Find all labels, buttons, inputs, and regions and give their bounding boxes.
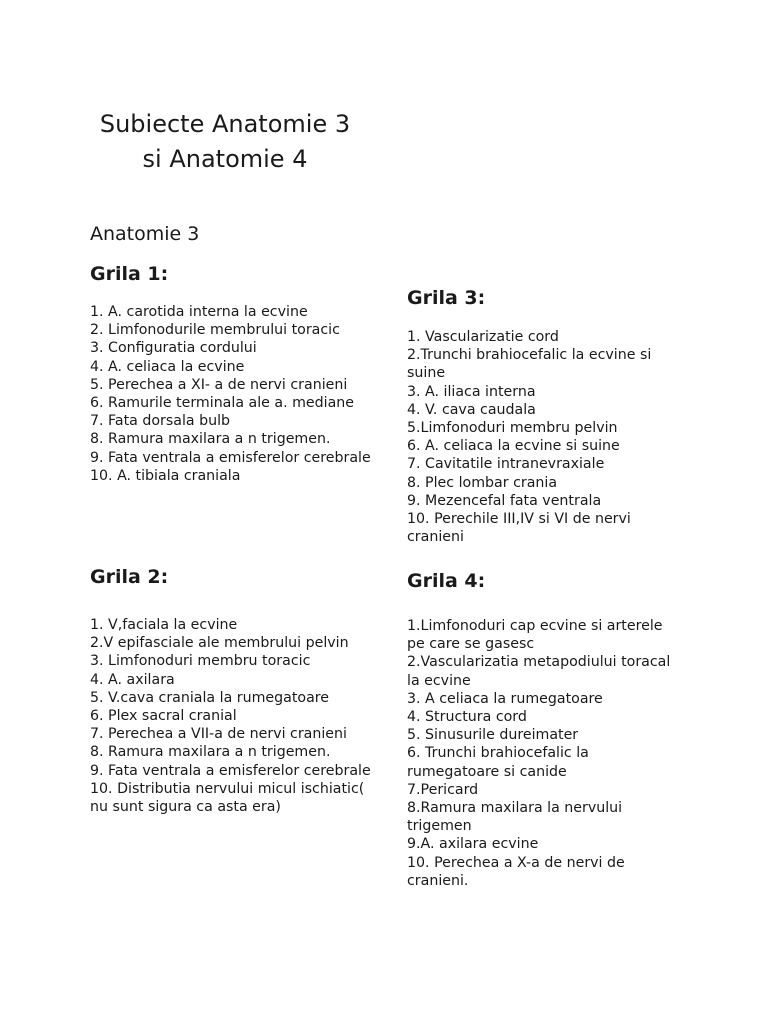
list-item: 7. Fata dorsala bulb [90,413,231,430]
list-item: 10. Distributia nervului micul ischiatic( nu sunt sigura ca asta era) [90,780,365,816]
list-item: 1. Vascularizatie cord [407,329,559,345]
grila-heading: Grila 3: [407,287,486,309]
grila-2-block [90,565,375,816]
list-item: 6. A. celiaca la ecvine si suine [407,438,620,455]
list-item: 9. Mezencefal fata ventrala [407,492,602,509]
grila-1-block [90,262,375,485]
list-item: 6. Plex sacral cranial [90,708,237,725]
list-item: 3. Limfonoduri membru toracic [90,653,311,670]
list-item: 2.V epifasciale ale membrului pelvin [90,635,349,652]
list-item: 10. A. tibiala craniala [90,467,241,484]
grila-heading: Grila 2: [90,566,169,588]
list-item: 3. Configuratia cordului [90,340,257,357]
section-heading: Anatomie 3 [90,223,200,245]
list-item: 4. V. cava caudala [407,401,536,418]
list-item: 1. A. carotida interna la ecvine [90,304,308,320]
grila-heading: Grila 4: [407,570,486,592]
list-item: 9.A. axilara ecvine [407,836,539,853]
grila-heading: Grila 1: [90,263,169,285]
list-item: 3. A. iliaca interna [407,383,536,400]
list-item: 4. A. axilara [90,671,175,688]
list-item: 7. Cavitatile intranevraxiale [407,456,605,473]
list-item: 10. Perechea a X-a de nervi de cranieni. [407,854,625,889]
document-title [60,107,390,177]
list-item: 10. Perechile III,IV si VI de nervi cranieni [407,511,631,546]
list-item: 4. A. celiaca la ecvine [90,358,245,375]
list-item: 2. Limfonodurile membrului toracic [90,322,340,339]
list-item: 1. V,faciala la ecvine [90,617,238,633]
document-title-line-1: Subiecte Anatomie 3 [99,110,351,139]
list-item: 7.Pericard [407,781,479,798]
grila-3-block [407,286,682,546]
list-item: 9. Fata ventrala a emisferelor cerebrale [90,762,371,779]
list-item: 2.Trunchi brahiocefalic la ecvine si suine [407,347,652,382]
list-item: 9. Fata ventrala a emisferelor cerebrale [90,449,371,466]
list-item: 8. Plec lombar crania [407,474,558,491]
list-item: 4. Structura cord [407,709,527,726]
question-list [407,617,682,890]
list-item: 5.Limfonoduri membru pelvin [407,420,618,437]
grila-4-block [407,569,682,890]
list-item: 1.Limfonoduri cap ecvine si arterele pe care se gasesc [407,618,663,653]
document-title-line-2: si Anatomie 4 [142,145,308,174]
list-item: 8. Ramura maxilara a n trigemen. [90,744,331,761]
question-list [407,328,682,546]
list-item: 2.Vascularizatia metapodiului toracal la ecvine [407,654,671,689]
list-item: 8. Ramura maxilara a n trigemen. [90,431,331,448]
question-list [90,616,375,816]
list-item: 3. A celiaca la rumegatoare [407,690,603,707]
list-item: 8.Ramura maxilara la nervului trigemen [407,800,623,835]
list-item: 6. Ramurile terminala ale a. mediane [90,395,355,412]
list-item: 6. Trunchi brahiocefalic la rumegatoare si canide [407,745,589,780]
list-item: 5. Sinusurile dureimater [407,727,579,744]
list-item: 5. Perechea a XI- a de nervi cranieni [90,376,348,393]
list-item: 7. Perechea a VII-a de nervi cranieni [90,726,347,743]
question-list [90,303,375,485]
list-item: 5. V.cava craniala la rumegatoare [90,689,330,706]
